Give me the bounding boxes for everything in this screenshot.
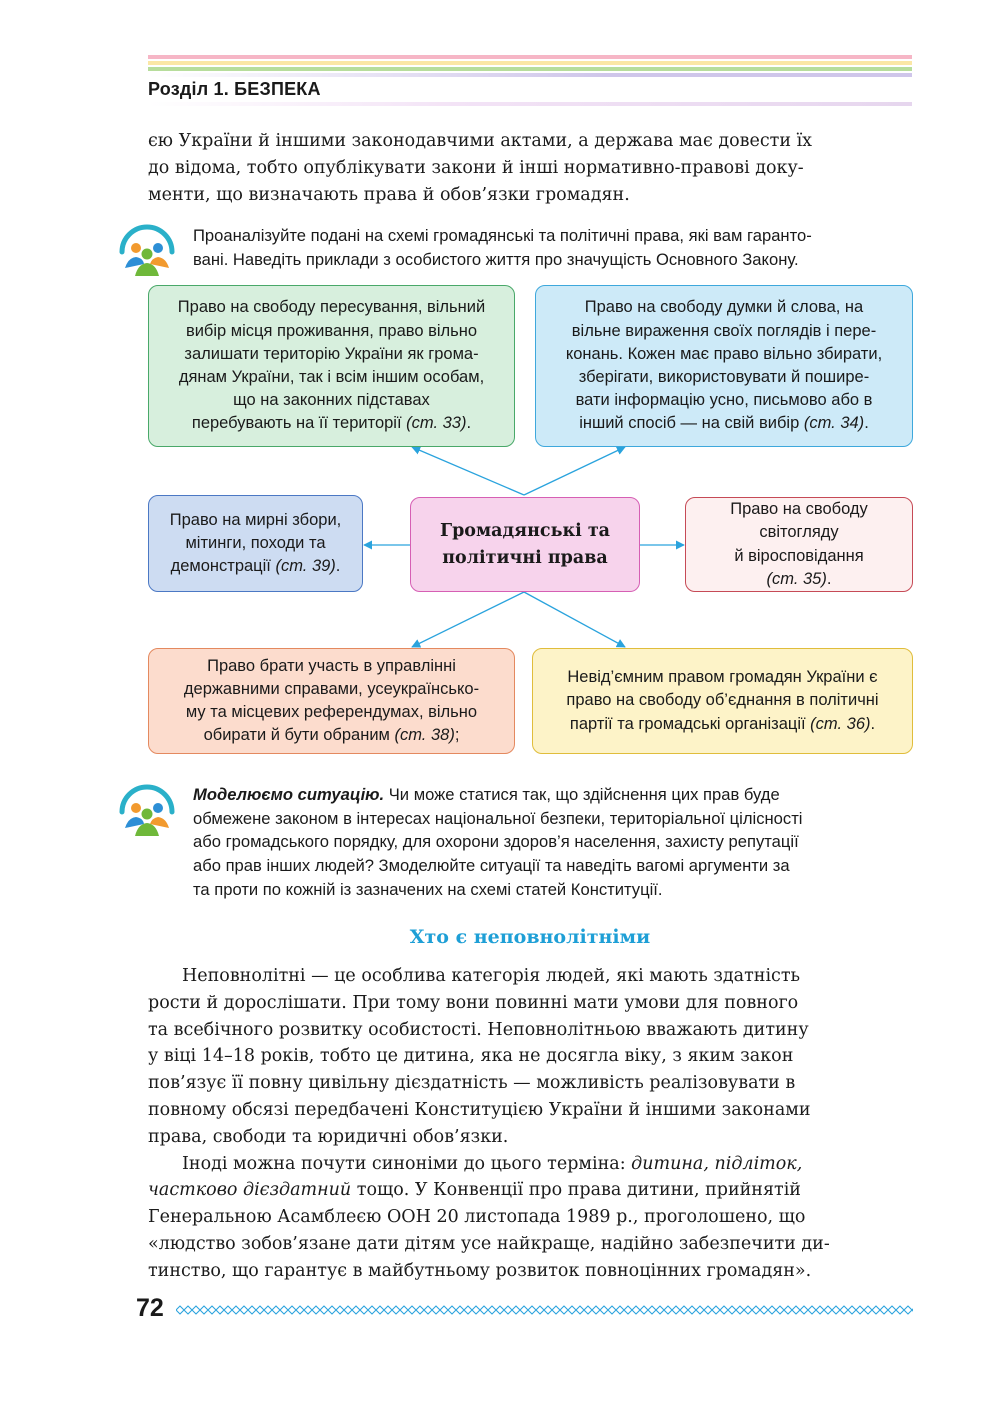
box-peaceful-assembly xyxy=(148,495,363,592)
box-punctuation: . xyxy=(466,414,472,433)
synonyms-italic: дитина, підліток, xyxy=(631,1153,803,1174)
text-line xyxy=(148,1177,912,1204)
center-box-line: Громадянські та xyxy=(439,520,611,541)
section-heading: Хто є неповнолітніми xyxy=(409,926,651,948)
box-line: право на свободу об’єднання в політичні xyxy=(566,691,879,710)
text-line: обмежене законом в інтересах національної безпеки, територіальної цілісності xyxy=(193,808,803,828)
text-line xyxy=(148,1151,912,1178)
box-punctuation: ; xyxy=(454,726,460,745)
box-line: вільне вираження своїх поглядів і пере- xyxy=(571,321,877,340)
box-line: му та місцевих референдумах, вільно xyxy=(185,703,478,721)
text-line: тинство, що гарантує в майбутньому розвиток повноцінних громадян». xyxy=(148,1260,812,1281)
text-line: рости й дорослішати. При тому вони повинні мати умови для повного xyxy=(148,992,799,1013)
box-line: залишати територію України як грома- xyxy=(184,344,479,363)
text-line: менти, що визначають права й обов’язки громадян. xyxy=(148,184,630,205)
synonyms-italic: частково дієздатний xyxy=(148,1180,352,1201)
box-freedom-of-movement xyxy=(148,285,515,447)
box-participation-in-governance xyxy=(148,648,515,754)
modeling-lead: Моделюємо ситуацію. xyxy=(193,785,385,804)
box-line: вати інформацію усно, письмово або в xyxy=(575,391,873,410)
box-line: дянам України, так і всім іншим особам, xyxy=(178,368,485,386)
box-line: мітинги, походи та xyxy=(185,533,326,552)
box-line: перебувають на її території xyxy=(191,414,407,433)
center-box-civil-political-rights xyxy=(410,497,640,592)
article-reference: (ст. 33) xyxy=(406,414,467,433)
box-line: Право брати участь в управлінні xyxy=(207,656,456,675)
text-span: Чи може статися так, що здійснення цих прав буде xyxy=(384,785,780,804)
box-line: Право на свободу пересування, вільний xyxy=(177,298,486,317)
text-line: або прав інших людей? Змоделюйте ситуації та наведіть вагомі аргументи за xyxy=(193,856,790,876)
text-line: «людство зобов’язане дати дітям усе найкраще, надійно забезпечити ди- xyxy=(148,1233,830,1254)
box-line: демонстрації xyxy=(170,557,276,576)
text-line: Проаналізуйте подані на схемі громадянські та політичні права, які вам гаранто- xyxy=(193,226,812,245)
page-number: 72 xyxy=(136,1294,164,1322)
arrow-to-bottom-left xyxy=(412,592,524,647)
text-span: Іноді можна почути синоніми до цього терміна: xyxy=(182,1153,632,1174)
article-reference: (ст. 36) xyxy=(810,714,871,733)
text-line: до відома, тобто опублікувати закони й інші нормативно-правові доку- xyxy=(148,157,804,178)
box-line: Право на свободу xyxy=(730,500,868,519)
box-line: конань. Кожен має право вільно збирати, xyxy=(565,344,883,363)
box-line: Невід’ємним правом громадян України є xyxy=(567,668,878,687)
text-line: пов’язує її повну цивільну дієздатність — можливість реалізовувати в xyxy=(148,1073,796,1094)
text-span: тощо. У Конвенції про права дитини, прийнятій xyxy=(351,1180,801,1201)
box-line: вибір місця проживання, право вільно xyxy=(185,321,478,340)
box-line: зберігати, використовувати й пошире- xyxy=(578,368,870,386)
article-reference: (ст. 35) xyxy=(766,569,827,588)
text-line: та всебічного розвитку особистості. Неповнолітньою вважають дитину xyxy=(148,1019,809,1040)
box-line: інший спосіб — на свій вибір xyxy=(579,414,804,433)
box-line: Право на мирні збори, xyxy=(169,510,342,529)
box-punctuation: . xyxy=(864,414,869,433)
box-freedom-of-religion xyxy=(685,497,913,592)
modeling-task-text xyxy=(193,783,913,902)
text-line: повному обсязі передбачені Конституцією України й іншими законами xyxy=(148,1099,811,1120)
article-reference: (ст. 39) xyxy=(275,557,336,576)
footer-ornament xyxy=(176,1302,913,1318)
text-line xyxy=(193,783,913,807)
box-line: що на законних підставах xyxy=(233,391,430,410)
text-line: та проти по кожній із зазначених на схемі статей Конституції. xyxy=(193,879,663,899)
box-punctuation: . xyxy=(335,557,341,576)
text-line: Неповнолітні — це особлива категорія людей, які мають здатність xyxy=(182,966,801,986)
box-punctuation: . xyxy=(826,569,832,588)
article-reference: (ст. 34) xyxy=(803,414,865,433)
arrow-to-top-left xyxy=(412,447,524,495)
box-line: державними справами, усеукраїнсько- xyxy=(183,679,480,698)
text-line: вані. Наведіть приклади з особистого життя про значущість Основного Закону. xyxy=(193,249,799,269)
text-line: єю України й іншими законодавчими актами, а держава має довести їх xyxy=(148,131,813,151)
text-line: у віці 14–18 років, тобто це дитина, яка не досягла віку, з яким закон xyxy=(148,1046,794,1067)
text-line: Генеральною Асамблеєю ООН 20 листопада 1989 р., проголошено, що xyxy=(148,1207,806,1228)
text-line: або громадського порядку, для охорони здоров’я населення, захисту репутації xyxy=(193,832,799,852)
box-line: світогляду xyxy=(759,523,839,542)
center-box-line: політичні права xyxy=(442,547,608,568)
box-freedom-of-speech xyxy=(535,285,913,447)
section-body xyxy=(148,963,912,1285)
article-reference: (ст. 38) xyxy=(394,726,455,745)
box-punctuation: . xyxy=(870,714,876,733)
box-freedom-of-association xyxy=(532,648,913,754)
box-line: Право на свободу думки й слова, на xyxy=(584,298,864,317)
box-line: обирати й бути обраним xyxy=(203,726,395,745)
arrow-to-top-right xyxy=(524,447,625,495)
text-line: права, свободи та юридичні обов’язки. xyxy=(148,1126,509,1147)
chapter-title: Розділ 1. БЕЗПЕКА xyxy=(148,79,321,99)
people-group-icon xyxy=(116,778,178,840)
box-line: й віросповідання xyxy=(734,546,864,565)
arrow-to-bottom-right xyxy=(524,592,625,647)
box-line: партії та громадські організації xyxy=(569,714,811,733)
